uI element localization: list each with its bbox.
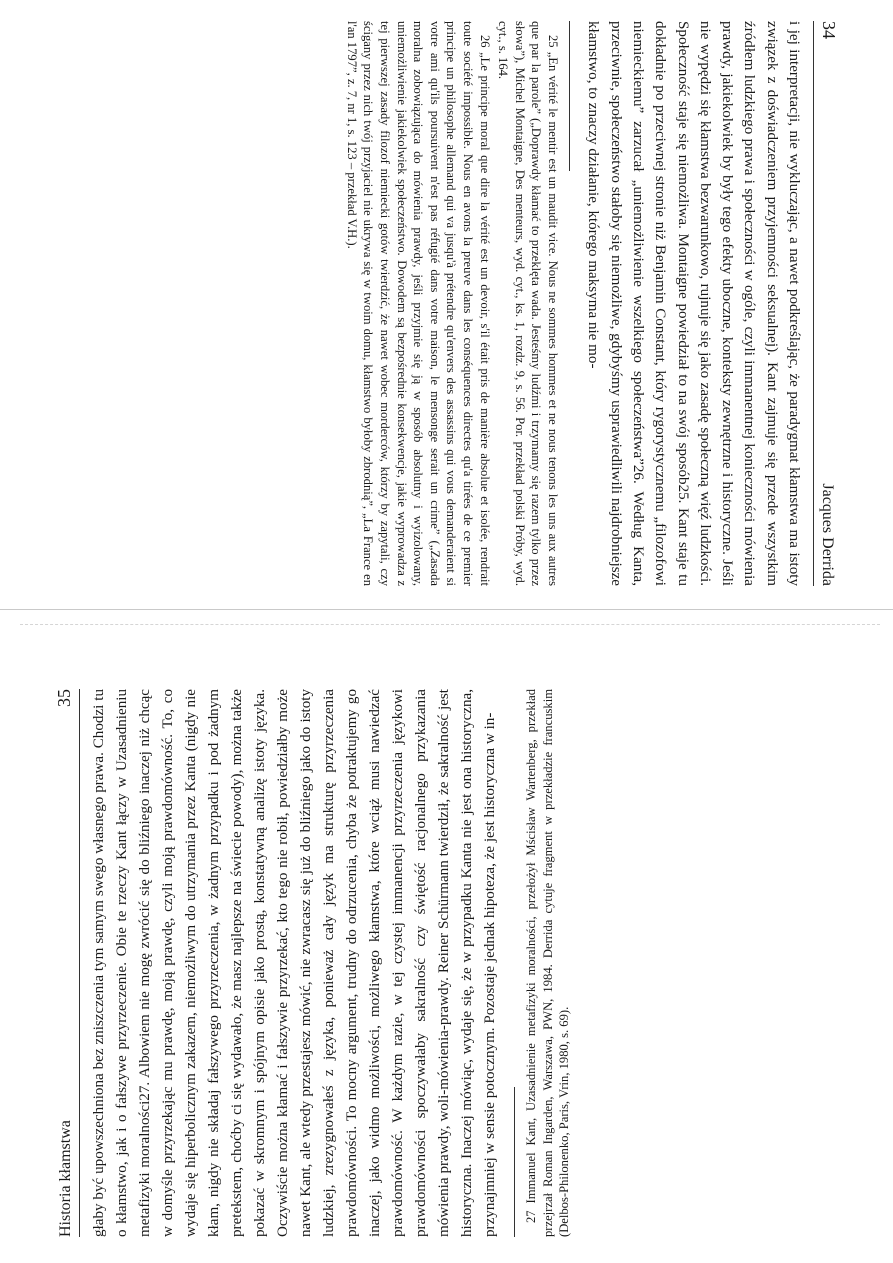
- page-fold-line: [0, 609, 893, 610]
- running-head-title: Jacques Derrida: [819, 483, 836, 586]
- footnote: 26 „Le principe moral que dire la vérité est un devoir, s'il était pris de manière absolue et isolée, rendrait toute société impossible. Nous en avons la preuve dans les conséquences directes qu'a tirées de ce premier principe un philosophe allemand qui va jusqu'à prétendre qu'envers des assassins qui vous demanderaient si votre ami qu'ils poursuivent n'est pas réfugié dans votre maison, le mensonge serait un crime” („Zasada moralna zobowiązująca do mówienia prawdy, jeśli przyjmie się ją w sposób absolutny i wyizolowany, uniemożliwienie jakiekolwiek społeczeństwo. Dowodem są bezpośrednie konsekwencje, jakie wyprowadza z tej pierwszej zasady filozof niemiecki gotów twierdzić, że nawet wobec morderców, którzy by zapytali, czy ścigany przez nich twój przyjaciel nie ukrywa się w twoim domu, kłamstwo byłoby zbrodnią”, „La France en l'an 1797”, z. 7, nr 1, s. 123 – przekład V.H.).: [344, 21, 492, 586]
- main-text: [582, 21, 805, 586]
- paragraph: głaby być upowszechniona bez zniszczenia tym samym swego własnego prawa. Chodzi tu o kłamstwo, jak i o fałszywe przyrzeczenie. Obie te rzeczy Kant łączy w Uzasadnieniu metafizyki moralności27. Albowiem nie mogę zwrócić się do bliźniego inaczej niż chcąc w domyśle przyrzekając mu prawdę, moją prawdę, czyli moją prawdomówność. To, co wydaje się hiperbolicznym zakazem, niemożliwym do utrzymania przez Kanta (nigdy nie kłam, nigdy nie składaj fałszywego przyrzeczenia, w żadnym przypadku i pod żadnym pretekstem, choćby ci się wydawało, że masz najlepsze na świecie powody), można także pokazać w skromnym i spójnym opisie jako prostą, konstatywną analizę istoty języka. Oczywiście można kłamać i fałszywie przyrzekać, kto tego nie robił, powiedziałby może nawet Kant, ale wtedy przestajesz mówić, nie zwracasz się już do bliźniego jako do istoty ludzkiej, zrezygnowałeś z języka, ponieważ cały język ma strukturę przyrzeczenia prawdomówności. To mocny argument, trudny do odrzucenia, chyba że potraktujemy go inaczej, jako widmo możliwości, możliwego kłamstwa, które wciąż musi nawiedzać prawdomówność. W każdym razie, w tej czystej immanencji przyrzeczenia językowi prawdomówności spoczywałaby sakralność czy świętość racjonalnego przykazania mówienia prawdy, woli-mówienia-prawdy. Reiner Schürmann twierdził, że sakralność jest historyczna. Inaczej mówiąc, wydaje się, że w przypadku Kanta nie jest ona historyczna, przynajmniej w sensie potocznym. Pozostaje jednak hipoteza, że jest historyczna w in-: [91, 689, 498, 1237]
- page-fold-line: [20, 624, 880, 625]
- page-number: 34: [819, 21, 839, 39]
- paragraph: i jej interpretacji, nie wykluczając, a nawet podkreślając, że paradygmat kłamstwa ma istoty związek z doświadczeniem przyjemności seksualnej). Kant zajmuje się przede wszystkim źródłem ludzkiego prawa i społeczności w ogóle, czyli immanentnej konieczności mówienia prawdy, jakiekolwiek by były tego efekty uboczne, konteksty zewnętrzne i historyczne. Jeśli nie wypędzi się kłamstwa bezwarunkowo, rujnuje się jako zasadę społeczną więź ludzkości. Społeczność staje się niemożliwa. Montaigne powiedział to na swój sposób25. Kant staje tu dokładnie po przeciwnej stronie niż Benjamin Constant, który rygorystycznemu „filozofowi niemieckiemu” zarzucał „uniemożliwienie wszelkiego społeczeństwa”26. Według Kanta, przeciwnie, społeczeństwo stałoby się niemożliwe, gdybyśmy usprawiedliwili najdrobniejsze kłamstwo, to znaczy działanie, którego maksyma nie mo-: [585, 21, 802, 586]
- main-text: [88, 689, 502, 1237]
- footnote: 27 Immanuel Kant, Uzasadnienie metafizyki moralności, przełożył Mścisław Wartenberg, przekład przejrzał Roman Ingarden, Warszawa, PWN, 1984. Derrida cytuje fragment w przekładzie francuskim (Delbos-Philonenko, Paris, Vrin, 1980, s. 69).: [524, 689, 572, 1237]
- footnote: 25 „En vérité le mentir est un maudit vice. Nous ne sommes hommes et ne nous tenons les uns aux autres que par la parole” („Doprawdy kłamać to przeklęta wada. Jesteśmy ludźmi i trzymamy się razem tylko przez słowa”), Michel Montaigne, Des menteurs, wyd. cyt., ks. 1, rozdz. 9, s. 56. Por. przekład polski Próby, wyd. cyt., s. 164.: [496, 21, 561, 586]
- running-head: [54, 689, 80, 1237]
- running-head-title: Historia kłamstwa: [57, 1120, 74, 1237]
- left-page: [25, 5, 845, 600]
- page-number: 35: [54, 689, 74, 707]
- right-page: [48, 675, 868, 1255]
- right-page-content: [48, 675, 868, 1255]
- footnote-separator: [514, 1087, 515, 1237]
- running-head: [813, 21, 839, 586]
- footnote-separator: [569, 21, 570, 171]
- left-page-content: [25, 5, 845, 600]
